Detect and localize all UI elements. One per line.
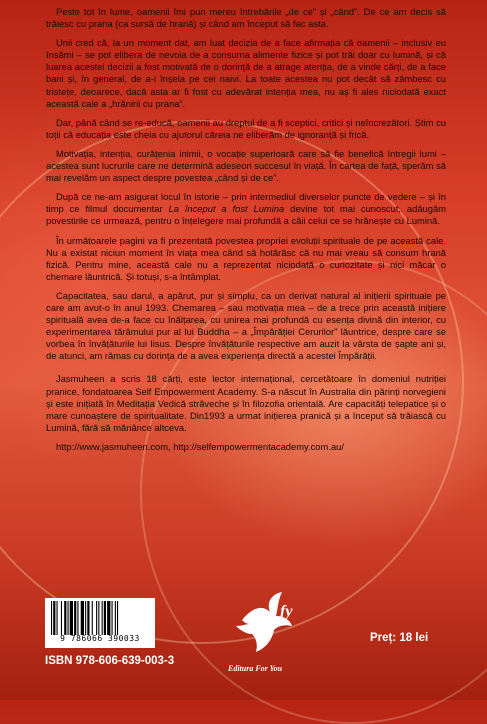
paragraph-text: devine tot mai cunoscut, adăugăm povestirile ce urmează, pentru o înțelegere mai profundă a căii celui ce se hrănește cu Lumină. [46,203,446,227]
back-cover-text [46,6,446,460]
barcode-digits: 9 786066 390033 [60,634,140,643]
price: Preț: 18 lei [370,632,429,644]
barcode [45,598,155,648]
paragraph-text: După ce ne-am asigurat locul în istorie – prin intermediul diverselor puncte de vedere – și în timp ce filmul documentar [46,191,446,215]
paragraph: Peste tot în lume, oamenii îmi pun mereu întrebările „de ce” și „când”. De ce am decis să trăiesc cu prana (ca sursă de hrană) și când am început să fac asta. [46,6,446,30]
isbn: ISBN 978-606-639-003-3 [45,655,175,667]
publisher-mark: fy [280,603,293,620]
publisher-logo [232,590,302,670]
publisher-name: Editura For You [228,664,283,673]
paragraph: În următoarele pagini va fi prezentată povestea propriei evoluții spirituale de pe această cale. Nu a existat niciun moment în viața mea când să hotărăsc că nu mai vreau să consum hrană fizică. Pentru mine, această cale nu a reprezentat niciodată o curiozitate și nici măcar o chemare lăuntrică. Și totuși, s-a întâmplat. [46,234,446,282]
dove-icon [232,590,302,664]
film-title: La început a fost Lumina [168,203,285,215]
author-bio: Jasmuheen a scris 18 cărți, este lector internațional, cercetătoare în domeniul nutriției pranice, fondatoarea Self Empowerment Academy. S-a născut în Australia din părinți norvegieni și este inițiată în Meditația Vedică străveche și în filozofia orientală. Are capacități telepatice și o mare cunoaștere de spiritualitate. Din1993 a urmat inițierea pranică și a început să trăiască cu Lumină, fără să mănânce altceva. [46,373,446,433]
paragraph [46,191,446,227]
paragraph: Motivația, intenția, curățenia inimii, o vocație superioară care să fie benefică întregii lumi – acestea sunt lucrurile care ne determină adeseori succesul în viață. În cartea de față, sperăm să mai revelăm un aspect despre povestea „când și de ce”. [46,147,446,184]
paragraph: Unii cred că, la un moment dat, am luat decizia de a face afirmația că oamenii – inclusiv eu însămi – se pot elibera de nevoia de a consuma alimente fizice și pot trăi doar cu lumină, și că luarea acestei decizii a fost motivată de o dorință de a atrage atenția, de a vinde cărți, de a face bani și, în general, de a-i înșela pe cei naivi. La toate acestea nu pot decât să zâmbesc cu tristețe, deoarece, dacă asta ar fi fost cu adevărat intenția mea, nu aș fi ales niciodată exact această cale a „hrănirii cu prana”. [46,37,446,109]
website-links[interactable]: http://www.jasmuheen.com, http://selfempowermentacademy.com.au/ [56,440,344,452]
barcode-bars [49,601,151,635]
paragraph: Capacitatea, sau darul, a apărut, pur și simplu, ca un derivat natural al inițierii spirituale pe care am avut-o în anul 1993. Chemarea – sau motivația mea – de a trece prin această inițiere spirituală avea de-a face cu înălțarea, cu unirea mai profundă cu esența divină din interior, cu experimentarea tărâmului pur al lui Buddha – a „Împărăției Cerurilor” lăuntrice, despre care se vorbea în învățăturile lui Iisus. Despre învățăturile respective am auzit la vârsta de șapte ani și, de atunci, am rămas cu dorința de a avea experiența directă a acestei Împărății. [46,289,446,362]
paragraph: Dar, până când se re-educă, oamenii au dreptul de a fi sceptici, critici și neîncrezători. Știm cu toții că educația este cheia cu ajutorul căreia ne eliberăm de ignoranță și frică. [46,116,446,140]
